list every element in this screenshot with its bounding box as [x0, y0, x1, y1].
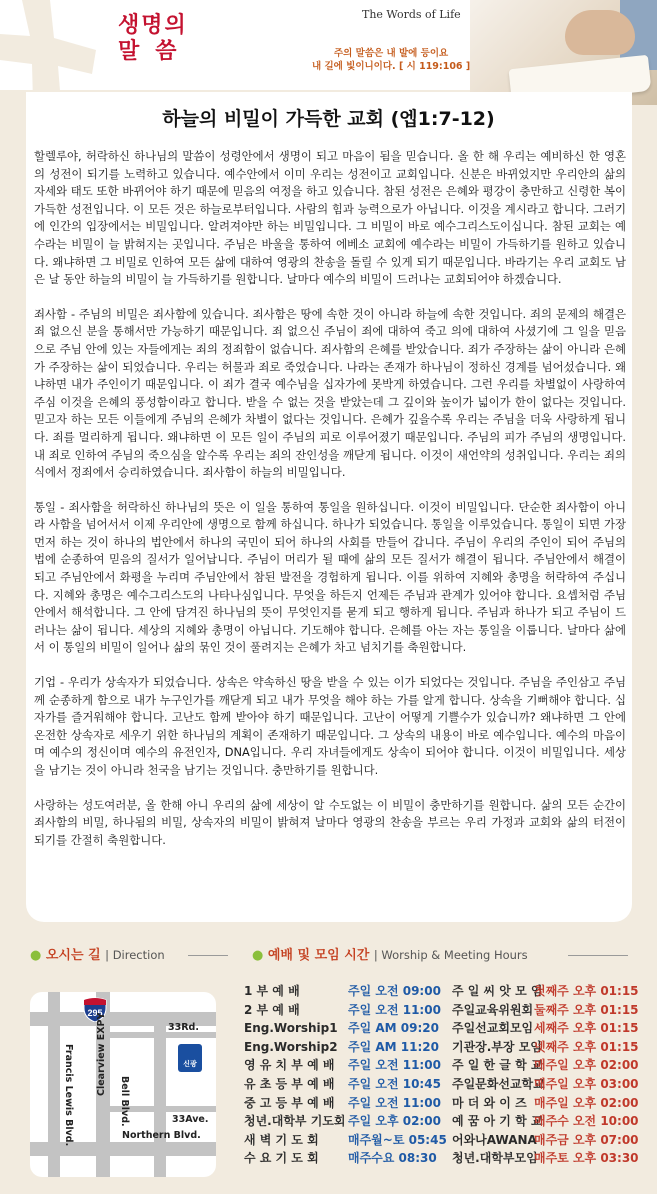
schedule-event-name: 청년.대학부 기도회 [244, 1114, 346, 1129]
schedule-row [244, 1056, 447, 1075]
photo-hands [565, 10, 635, 55]
schedule-event-time: 매주수요 08:30 [348, 1151, 437, 1166]
schedule-event-name: 1 부 예 배 [244, 984, 300, 998]
label-33ave: 33Ave. [172, 1114, 209, 1125]
schedule-event-name: 주일선교회모임 [452, 1021, 534, 1036]
direction-heading [30, 944, 165, 963]
schedule-row [244, 1038, 447, 1057]
schedule-row [452, 1038, 639, 1057]
schedule-event-time: 주일 오전 11:00 [348, 1002, 441, 1017]
schedule-event-name: 유 초 등 부 예 배 [244, 1076, 335, 1091]
schedule-event-name: Eng.Worship1 [244, 1021, 338, 1036]
schedule-row [244, 1112, 447, 1131]
schedule-row [244, 1001, 447, 1020]
schedule-event-name: Eng.Worship2 [244, 1039, 338, 1054]
schedule-event-time: 주일 오전 09:00 [348, 984, 441, 998]
road-33rd [110, 1032, 216, 1038]
schedule-row [244, 1131, 447, 1150]
label-bell: Bell Blvd. [119, 1076, 130, 1127]
schedule-event-time: 매주토 오후 03:30 [534, 1151, 639, 1166]
schedule-event-name: 주일문화선교학교 [452, 1076, 545, 1091]
schedule-event-name: 주일교육위원회 [452, 1002, 534, 1017]
sermon-body [34, 148, 626, 866]
schedule-event-time: 넷째주 오후 01:15 [534, 1039, 639, 1054]
schedule-row [452, 1056, 639, 1075]
direction-heading-ko: 오시는 길 [45, 948, 101, 963]
schedule-event-name: 중 고 등 부 예 배 [244, 1095, 335, 1110]
schedule-event-time: 주일 AM 09:20 [348, 1021, 439, 1036]
label-northern: Northern Blvd. [122, 1130, 201, 1141]
schedule-event-time: 둘째주 오후 01:15 [534, 1002, 639, 1017]
schedule-event-time: 주일 오전 11:00 [348, 1095, 441, 1110]
schedule-event-name: 2 부 예 배 [244, 1002, 300, 1017]
church-marker-icon[interactable] [178, 1044, 202, 1072]
bullet-icon: ● [252, 948, 264, 963]
schedule-row [452, 1149, 639, 1168]
paragraph-inheritance: 기업 - 우리가 상속자가 되었습니다. 상속은 약속하신 땅을 받을 수 있는 이가 되었다는 것입니다. 주님을 주인삼고 주님께 순종하게 함으로 내가 누구인가를 깨닫게 되고 내가 무엇을 해야 하는 가를 알게 합니다. 상속을 기뻐해야 합니다. 십자가를 즐거워해야 합니다. 고난도 함께 받아야 하기 때문입니다. 고난이 어떻게 기쁠수가 있습니까? 왜냐하면 그 안에 온전한 상속자로 세우기 위한 하나님의 계획이 존재하기 때문입니다. 그 상속의 내용이 바로 예수입니다. 예수의 마음이며 예수의 정신이며 예수의 유전인자, DNA입니다. 우리 자녀들에게도 상속이 되어야 합니다. 이것이 비밀입니다. 세상을 남기는 것이 아니라 천국을 남기는 것입니다. 충만하기를 원합니다. [34, 675, 626, 777]
words-of-life-label: The Words of Life [362, 8, 461, 21]
schedule-row [452, 982, 639, 1001]
road-northern [30, 1142, 216, 1156]
church-marker-label: 신광 [183, 1060, 197, 1068]
shield-number: 295 [87, 1008, 103, 1018]
bullet-icon: ● [30, 948, 42, 963]
direction-heading-en: | Direction [105, 948, 165, 962]
label-clearview: Clearview EXPY [96, 1012, 107, 1096]
schedule-event-time: 매주일 오후 03:00 [534, 1076, 639, 1091]
direction-rule [188, 955, 228, 956]
schedule-event-name: 어와나AWANA [452, 1132, 537, 1147]
worship-heading-en: | Worship & Meeting Hours [373, 948, 528, 962]
schedule-event-name: 수 요 기 도 회 [244, 1151, 319, 1166]
paragraph-closing: 사랑하는 성도여러분, 올 한해 아니 우리의 삶에 세상이 알 수도없는 이 비밀이 충만하기를 원합니다. 삶의 모든 순간이 죄사함의 비밀, 하나됨의 비밀, 상속자의 비밀이 밝혀져 날마다 영광의 찬송을 부르는 우리 가정과 교회와 삶의 터전이 되기를 간절히 축원합니다. [34, 797, 626, 847]
worship-heading [252, 944, 528, 963]
paragraph-forgiveness: 죄사함 - 주님의 비밀은 죄사함에 있습니다. 죄사함은 땅에 속한 것이 아니라 하늘에 속한 것입니다. 죄의 문제의 해결은 죄 없으신 분을 통해서만 가능하기 때문입니다. 죄 없으신 주님이 죄에 대하여 죽고 의에 대하여 사셨기에 그 일을 믿음으로 주님 안에 있는 자들에게는 죄의 정죄함이 없습니다. 죄사함의 은혜를 받았습니다. 죄가 주장하는 삶이 아니라 은혜가 주장하는 삶이 되었습니다. 우리는 허물과 죄로 죽었습니다. 나라는 존재가 하나님이 정하신 경계를 넘어섰습니다. 왜냐하면 내가 주인이기 때문입니다. 이 죄가 결국 예수님을 십자가에 못박게 하였습니다. 그런 우리를 차별없이 사랑하여 주심 이것을 은혜의 풍성함이라고 합니다. 받을 수 없는 것을 받았는데 그 깊이와 높이가 넓이가 한이 없다는 것입니다. 믿고자 하는 모든 이들에게 주님의 은혜가 차별이 없다는 것입니다. 은혜가 깊을수록 우리는 주님을 더욱 사랑하게 됩니다. 죄를 멀리하게 됩니다. 왜냐하면 이 모든 일이 주님의 피로 이루어졌기 때문입니다. 주님의 피가 주님의 생명입니다. 내 죄로 인하여 주님의 죽으심을 알수록 우리는 죄의 잔인성을 깨닫게 됩니다. 이것이 새언약의 성취입니다. 우리는 죄의식에서 정죄에서 승리하였습니다. 죄사함이 하늘의 비밀입니다. [34, 306, 626, 480]
worship-rule [568, 955, 628, 956]
schedule-event-name: 기관장.부장 모임 [452, 1039, 542, 1054]
schedule-row [244, 1149, 447, 1168]
logo-line1: 생명의 [118, 13, 188, 38]
direction-map[interactable] [30, 992, 216, 1177]
verse-line1: 주의 말씀은 내 발에 등이요 [334, 48, 449, 59]
sermon-title: 하늘의 비밀이 가득한 교회 (엡1:7-12) [162, 108, 495, 130]
schedule-event-time: 매주수 오전 10:00 [534, 1114, 639, 1129]
schedule-row [244, 1075, 447, 1094]
schedule-event-time: 주일 오후 02:00 [348, 1114, 441, 1129]
schedule-row [452, 1094, 639, 1113]
paragraph-intro: 할렐루야, 허락하신 하나님의 말씀이 성령안에서 생명이 되고 마음이 됨을 믿습니다. 올 한 해 우리는 예비하신 한 영혼의 성전이 되기를 노력하고 있습니다. 예수안에서 이미 우리는 성전이고 교회입니다. 신분은 바뀌었지만 우리안의 삶의 자세와 태도 또한 바뀌어야 하기 때문에 믿음의 여정을 하고 있습니다. 참된 성전은 은혜와 평강이 충만하고 신령한 복이 가득한 성전입니다. 이 모든 것은 하늘로부터입니다. 사람의 힘과 능력으로가 아닙니다. 이것을 계시라고 합니다. 그러기에 인간의 입장에서는 비밀입니다. 알려져야만 하는 비밀입니다. 그 비밀이 바로 예수그리스도이십니다. 참된 교회는 예수라는 비밀이 늘 밝혀지는 곳입니다. 주님은 바울을 통하여 에베소 교회에 예수라는 비밀이 가득하기를 원하고 있습니다. 왜냐하면 그 비밀로 인하여 모든 삶에 대하여 영광의 찬송을 돌릴 수 있게 되기 때문입니다. 바라기는 우리 교회도 남은 날 동안 하늘의 비밀이 늘 가득하기를 원합니다. 날마다 예수의 비밀이 드러나는 교회되어야 하겠습니다. [34, 149, 626, 287]
schedule-row [244, 1019, 447, 1038]
schedule-event-name: 영 유 치 부 예 배 [244, 1058, 335, 1073]
schedule-event-name: 예 꿈 아 기 학 교 [452, 1114, 543, 1129]
schedule-row [452, 1019, 639, 1038]
label-33rd: 33Rd. [168, 1022, 199, 1033]
label-francis-lewis: Francis Lewis Blvd. [63, 1044, 74, 1147]
schedule-row [244, 1094, 447, 1113]
schedule-event-time: 세째주 오후 01:15 [534, 1021, 639, 1036]
schedule-event-name: 청년.대학부모임 [452, 1151, 538, 1166]
schedule-event-name: 마 더 와 이 즈 [452, 1095, 527, 1110]
schedule-event-time: 주일 오전 11:00 [348, 1058, 441, 1073]
schedule-event-time: 매주월~토 05:45 [348, 1132, 447, 1147]
bible-photo [470, 0, 657, 105]
schedule-row [452, 1131, 639, 1150]
schedule-event-name: 새 벽 기 도 회 [244, 1132, 319, 1147]
worship-heading-ko: 예배 및 모임 시간 [267, 948, 370, 963]
schedule-row [452, 1112, 639, 1131]
schedule-event-name: 주 일 한 글 학 교 [452, 1058, 543, 1073]
schedule-event-time: 매주일 오후 02:00 [534, 1095, 639, 1110]
schedule-event-name: 주 일 씨 앗 모 임 [452, 984, 543, 998]
schedule-right-column [452, 982, 639, 1168]
schedule-row [244, 982, 447, 1001]
schedule-event-time: 주일 AM 11:20 [348, 1039, 439, 1054]
schedule-event-time: 주일 오전 10:45 [348, 1076, 441, 1091]
verse-line2: 내 길에 빛이니이다. [ 시 119:106 ] [312, 61, 471, 72]
logo-line2: 말씀 [118, 39, 193, 64]
paragraph-unity: 통일 - 죄사함을 허락하신 하나님의 뜻은 이 일을 통하여 통일을 원하십니다. 이것이 비밀입니다. 단순한 죄사함이 아니라 사함을 넘어서서 이제 우리안에 생명으로 함께 하십니다. 하나가 되었습니다. 통일을 이루었습니다. 통일이 되면 가장 먼저 하는 것이 하나의 법안에서 하나의 국민이 되어 하나의 사회를 만들어 갑니다. 주님이 우리의 주인이 되어 주님의 법에 순종하여 믿음의 질서가 일어납니다. 주님이 머리가 될 때에 삶의 모든 질서가 해결이 됩니다. 주님안에서 해결이 되고 주님안에서 화평을 누리며 주님안에서 참된 발전을 경험하게 됩니다. 이를 위하여 지혜와 총명을 허락하여 주십니다. 지혜와 총명은 예수그리스도의 나타나심입니다. 무엇을 하든지 언제든 주님과 관계가 있어야 합니다. 요셉처럼 주님안에서 해석합니다. 그 안에 담겨진 하나님의 뜻이 무엇인지를 묻게 되고 행하게 됩니다. 주님과 하나가 되고 주님이 드러나는 삶이 됩니다. 세상의 지혜와 총명이 아닙니다. 기도해야 합니다. 은혜를 아는 자는 통일을 이룹니다. 날마다 삶에서 이 통일의 비밀이 일어나 삶의 묶인 것이 풀려지는 은혜가 차고 넘치기를 축원합니다. [34, 499, 626, 655]
schedule-row [452, 1001, 639, 1020]
schedule-left-column [244, 982, 447, 1168]
schedule-row [452, 1075, 639, 1094]
schedule-event-time: 첫째주 오후 01:15 [534, 984, 639, 998]
schedule-event-time: 매주금 오후 07:00 [534, 1132, 639, 1147]
schedule-event-time: 매주일 오후 02:00 [534, 1058, 639, 1073]
